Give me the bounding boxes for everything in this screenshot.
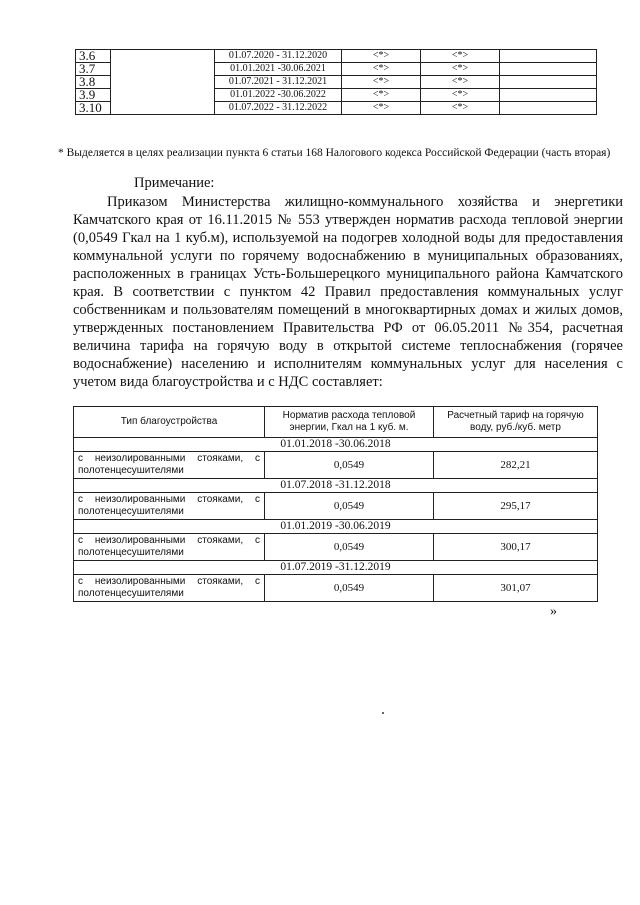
row-number: 3.9 — [76, 89, 111, 102]
period-cell: 01.07.2022 - 31.12.2022 — [215, 102, 342, 115]
table-row — [76, 50, 597, 63]
value-cell: <*> — [421, 50, 500, 63]
value-cell: <*> — [421, 89, 500, 102]
closing-quote-mark: » — [550, 604, 557, 619]
tariff-cell: 300,17 — [434, 534, 598, 561]
hot-water-tariff-table — [73, 406, 598, 602]
row-number: 3.8 — [76, 76, 111, 89]
scan-speck — [382, 712, 384, 714]
merged-empty-cell — [111, 50, 215, 115]
type-cell: с неизолированными стояками, с полотенцесушителями — [74, 534, 265, 561]
tariff-cell: 282,21 — [434, 452, 598, 479]
period-label: 01.07.2019 -31.12.2019 — [74, 561, 598, 575]
header-tariff: Расчетный тариф на горячую воду, руб./куб. метр — [434, 407, 598, 438]
body-paragraph: Приказом Министерства жилищно-коммунального хозяйства и энергетики Камчатского края от 16.11.2015 № 553 утвержден норматив расхода тепловой энергии (0,0549 Гкал на 1 куб.м), используемой на подогрев холодной воды для предоставления коммунальной услуги по горячему водоснабжению в муниципальных образованиях, расположенных в границах Усть-Большерецкого муниципального района Камчатского края. В соответствии с пунктом 42 Правил предоставления коммунальных услуг собственникам и пользователям помещений в многоквартирных домах и жилых домов, утвержденных постановлением Правительства РФ от 06.05.2011 №354, расчетная величина тарифа на горячую воду в открытой системе теплоснабжения (горячее водоснабжение) населению и исполнителям коммунальных услуг для населения с учетом вида благоустройства и с НДС составляет: — [73, 194, 623, 390]
value-cell: <*> — [342, 63, 421, 76]
period-label: 01.01.2018 -30.06.2018 — [74, 438, 598, 452]
type-cell: с неизолированными стояками, с полотенцесушителями — [74, 452, 265, 479]
header-norm: Норматив расхода тепловой энергии, Гкал на 1 куб. м. — [265, 407, 434, 438]
period-row — [74, 561, 598, 575]
empty-cell — [500, 63, 597, 76]
period-row — [74, 479, 598, 493]
norm-cell: 0,0549 — [265, 534, 434, 561]
value-cell: <*> — [421, 102, 500, 115]
period-cell: 01.07.2021 - 31.12.2021 — [215, 76, 342, 89]
value-cell: <*> — [421, 76, 500, 89]
type-cell: с неизолированными стояками, с полотенцесушителями — [74, 575, 265, 602]
period-row — [74, 438, 598, 452]
value-cell: <*> — [342, 50, 421, 63]
norm-cell: 0,0549 — [265, 575, 434, 602]
period-row — [74, 520, 598, 534]
empty-cell — [500, 50, 597, 63]
table-row — [74, 534, 598, 561]
value-cell: <*> — [342, 102, 421, 115]
period-label: 01.01.2019 -30.06.2019 — [74, 520, 598, 534]
norm-cell: 0,0549 — [265, 493, 434, 520]
table-header-row — [74, 407, 598, 438]
period-label: 01.07.2018 -31.12.2018 — [74, 479, 598, 493]
row-number: 3.6 — [76, 50, 111, 63]
period-cell: 01.07.2020 - 31.12.2020 — [215, 50, 342, 63]
tariff-periods-table — [75, 49, 597, 115]
tariff-cell: 301,07 — [434, 575, 598, 602]
type-cell: с неизолированными стояками, с полотенцесушителями — [74, 493, 265, 520]
footnote: * Выделяется в целях реализации пункта 6 статьи 168 Налогового кодекса Российской Федерации (часть вторая) — [58, 147, 611, 159]
header-type: Тип благоустройства — [74, 407, 265, 438]
row-number: 3.10 — [76, 102, 111, 115]
value-cell: <*> — [421, 63, 500, 76]
empty-cell — [500, 102, 597, 115]
table-row — [74, 452, 598, 479]
tariff-cell: 295,17 — [434, 493, 598, 520]
row-number: 3.7 — [76, 63, 111, 76]
value-cell: <*> — [342, 76, 421, 89]
period-cell: 01.01.2022 -30.06.2022 — [215, 89, 342, 102]
period-cell: 01.01.2021 -30.06.2021 — [215, 63, 342, 76]
empty-cell — [500, 76, 597, 89]
value-cell: <*> — [342, 89, 421, 102]
table-row — [74, 493, 598, 520]
table-row — [74, 575, 598, 602]
note-heading: Примечание: — [134, 175, 215, 191]
norm-cell: 0,0549 — [265, 452, 434, 479]
empty-cell — [500, 89, 597, 102]
